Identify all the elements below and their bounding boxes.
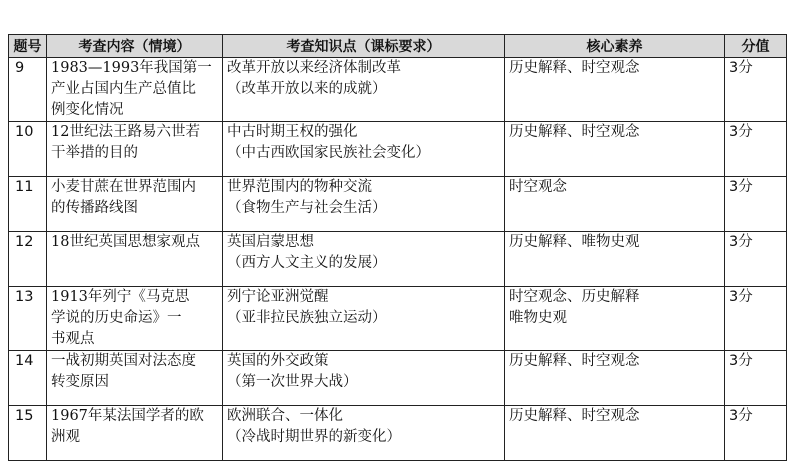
exam-content-line: 18世纪英国思想家观点	[51, 234, 200, 250]
header-content: 考查内容（情境）	[47, 35, 223, 58]
exam-content	[47, 351, 223, 406]
knowledge-point-line: （西方人文主义的发展）	[227, 255, 387, 271]
exam-content	[47, 232, 223, 287]
exam-content	[47, 122, 223, 177]
score-value: 3分	[725, 177, 787, 232]
header-num: 题号	[9, 35, 47, 58]
exam-content	[47, 287, 223, 351]
table-row	[9, 287, 787, 351]
knowledge-point	[223, 351, 505, 406]
knowledge-point	[223, 287, 505, 351]
table-row	[9, 232, 787, 287]
knowledge-point-line: 英国启蒙思想	[227, 234, 314, 250]
score-value: 3分	[725, 58, 787, 122]
core-competency	[505, 122, 725, 177]
header-knowledge: 考查知识点（课标要求）	[223, 35, 505, 58]
table-row	[9, 58, 787, 122]
question-number: 12	[9, 232, 47, 287]
score-value: 3分	[725, 122, 787, 177]
header-competency: 核心素养	[505, 35, 725, 58]
core-competency-line: 历史解释、时空观念	[509, 353, 640, 369]
question-number: 13	[9, 287, 47, 351]
core-competency	[505, 58, 725, 122]
knowledge-point	[223, 122, 505, 177]
core-competency-line: 时空观念、历史解释	[509, 289, 640, 305]
knowledge-point	[223, 406, 505, 461]
exam-content-line: 学说的历史命运》一	[51, 310, 182, 326]
exam-content-line: 12世纪法王路易六世若	[51, 124, 200, 140]
question-number: 10	[9, 122, 47, 177]
table-row	[9, 177, 787, 232]
table-row	[9, 351, 787, 406]
core-competency	[505, 351, 725, 406]
knowledge-point	[223, 232, 505, 287]
exam-content-line: 产业占国内生产总值比	[51, 81, 196, 97]
core-competency	[505, 177, 725, 232]
exam-content-line: 小麦甘蔗在世界范围内	[51, 179, 196, 195]
core-competency	[505, 406, 725, 461]
knowledge-point-line: （亚非拉民族独立运动）	[227, 310, 387, 326]
question-number: 15	[9, 406, 47, 461]
knowledge-point	[223, 58, 505, 122]
core-competency-line: 历史解释、时空观念	[509, 408, 640, 424]
knowledge-point-line: （第一次世界大战）	[227, 374, 358, 390]
knowledge-point	[223, 177, 505, 232]
question-number: 11	[9, 177, 47, 232]
knowledge-point-line: 中古时期王权的强化	[227, 124, 358, 140]
exam-content-line: 1967年某法国学者的欧	[51, 408, 204, 424]
core-competency-line: 历史解释、时空观念	[509, 60, 640, 76]
exam-content-line: 一战初期英国对法态度	[51, 353, 196, 369]
knowledge-point-line: 世界范围内的物种交流	[227, 179, 372, 195]
exam-content-line: 洲观	[51, 429, 80, 445]
knowledge-point-line: （中古西欧国家民族社会变化）	[227, 145, 430, 161]
score-value: 3分	[725, 351, 787, 406]
exam-content-line: 干举措的目的	[51, 145, 138, 161]
knowledge-point-line: 欧洲联合、一体化	[227, 408, 343, 424]
knowledge-point-line: 改革开放以来经济体制改革	[227, 60, 401, 76]
question-number: 9	[9, 58, 47, 122]
header-score: 分值	[725, 35, 787, 58]
table-row	[9, 406, 787, 461]
table-header-row	[9, 35, 787, 58]
score-value: 3分	[725, 232, 787, 287]
core-competency-line: 历史解释、唯物史观	[509, 234, 640, 250]
knowledge-point-line: 英国的外交政策	[227, 353, 329, 369]
knowledge-point-line: （冷战时期世界的新变化）	[227, 429, 401, 445]
score-value: 3分	[725, 406, 787, 461]
exam-content-line: 1983—1993年我国第一	[51, 60, 212, 76]
question-number: 14	[9, 351, 47, 406]
core-competency	[505, 287, 725, 351]
exam-analysis-table	[8, 34, 787, 461]
exam-content	[47, 177, 223, 232]
exam-content-line: 转变原因	[51, 374, 109, 390]
exam-content-line: 书观点	[51, 331, 95, 347]
exam-content-line: 的传播路线图	[51, 200, 138, 216]
table-row	[9, 122, 787, 177]
core-competency	[505, 232, 725, 287]
core-competency-line: 唯物史观	[509, 310, 567, 326]
exam-content-line: 例变化情况	[51, 102, 124, 118]
exam-content-line: 1913年列宁《马克思	[51, 289, 190, 305]
knowledge-point-line: （食物生产与社会生活）	[227, 200, 387, 216]
core-competency-line: 时空观念	[509, 179, 567, 195]
knowledge-point-line: （改革开放以来的成就）	[227, 81, 387, 97]
core-competency-line: 历史解释、时空观念	[509, 124, 640, 140]
exam-content	[47, 406, 223, 461]
knowledge-point-line: 列宁论亚洲觉醒	[227, 289, 329, 305]
exam-content	[47, 58, 223, 122]
score-value: 3分	[725, 287, 787, 351]
